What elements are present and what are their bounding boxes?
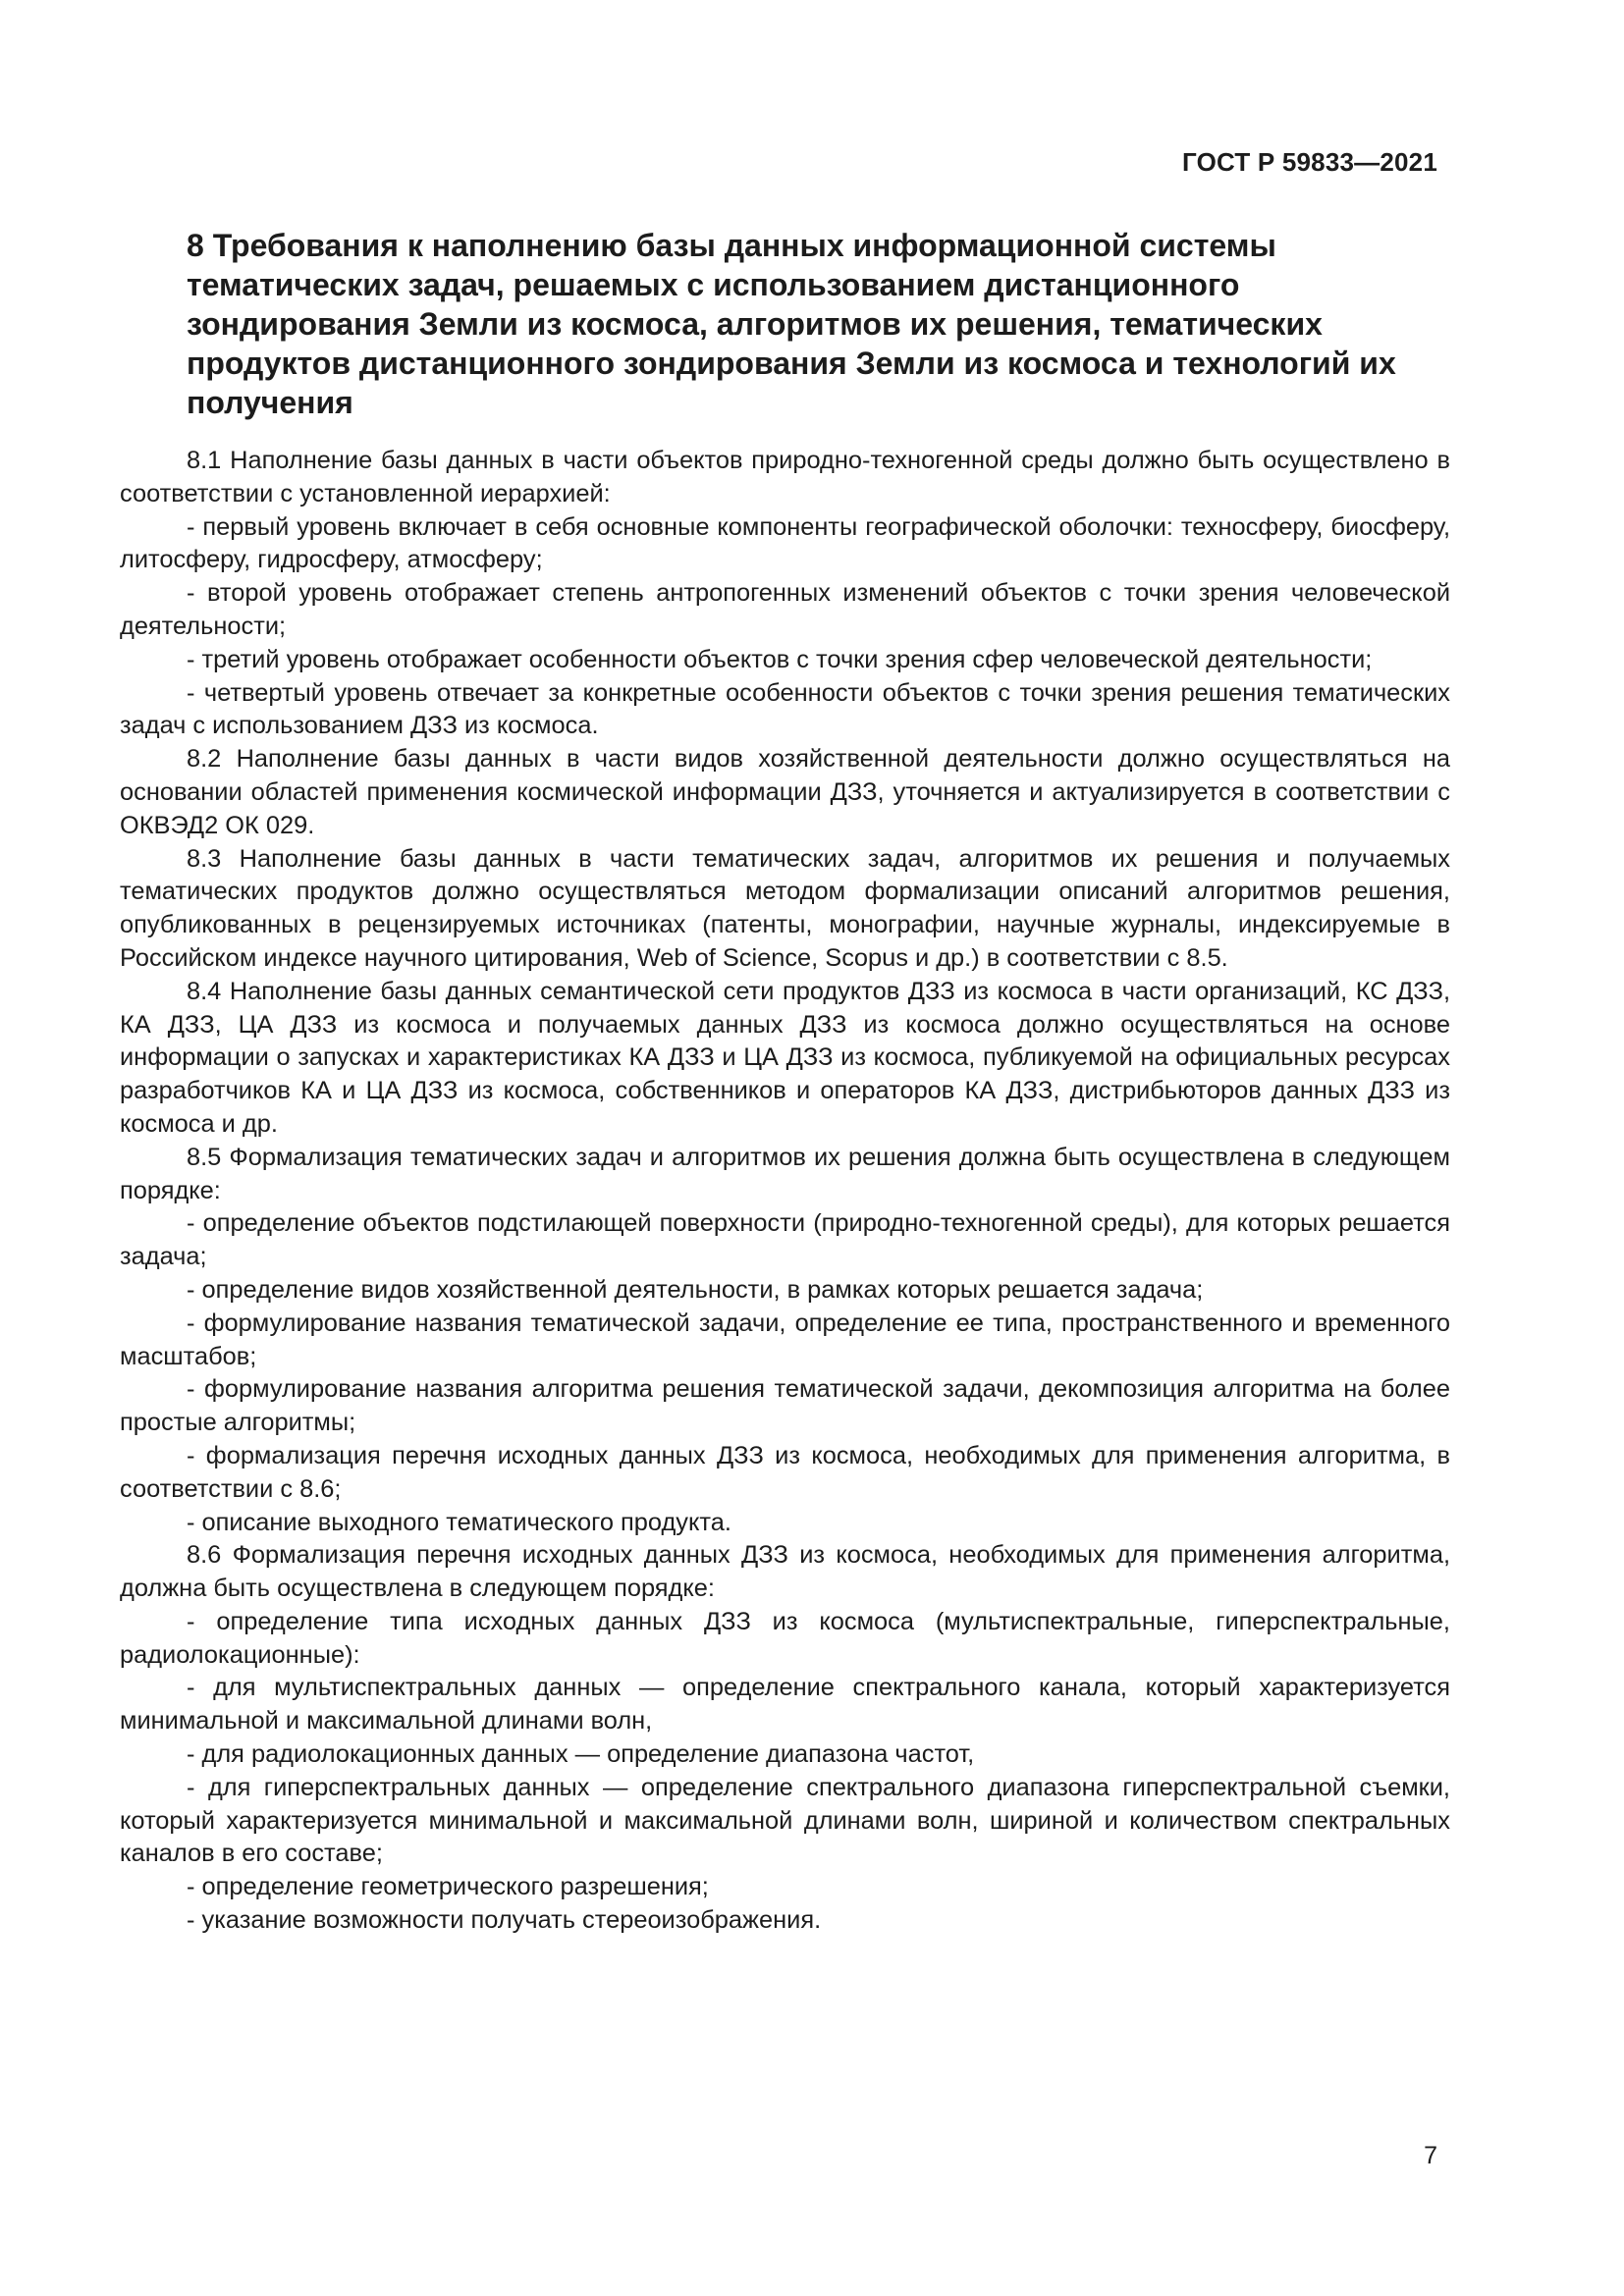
paragraph-8-1: 8.1 Наполнение базы данных в части объектов природно-техногенной среды должно быть осуществлено в соответствии с установленной иерархией: bbox=[120, 447, 1450, 507]
section-heading: 8 Требования к наполнению базы данных информационной системы тематических задач, решаемых с использованием дистанционного зондирования Земли из космоса, алгоритмов их решения, тематических продуктов дистанционного зондирования Земли из космоса и технологий их получения bbox=[187, 228, 1396, 420]
paragraph-8-2: 8.2 Наполнение базы данных в части видов хозяйственной деятельности должно осуществляться на основании областей применения космической информации ДЗЗ, уточняется и актуализируется в соответствии с ОКВЭД2 ОК 029. bbox=[120, 745, 1450, 839]
list-item: - для радиолокационных данных — определение диапазона частот, bbox=[187, 1740, 975, 1769]
list-item: - для гиперспектральных данных — определение спектрального диапазона гиперспектральной съемки, который характеризуется минимальной и максимальной длинами волн, шириной и количеством спектральных каналов в его составе; bbox=[120, 1773, 1450, 1868]
list-item: - описание выходного тематического продукта. bbox=[187, 1508, 731, 1536]
paragraph-8-6: 8.6 Формализация перечня исходных данных ДЗЗ из космоса, необходимых для применения алгоритма, должна быть осуществлена в следующем порядке: bbox=[120, 1541, 1450, 1603]
paragraph-8-5: 8.5 Формализация тематических задач и алгоритмов их решения должна быть осуществлена в следующем порядке: bbox=[120, 1143, 1450, 1204]
list-item: - определение геометрического разрешения; bbox=[187, 1873, 709, 1901]
list-item: - определение видов хозяйственной деятельности, в рамках которых решается задача; bbox=[187, 1275, 1204, 1304]
page-number: 7 bbox=[1424, 2142, 1437, 2169]
list-item: - для мультиспектральных данных — определение спектрального канала, который характеризуется минимальной и максимальной длинами волн, bbox=[120, 1674, 1450, 1735]
paragraph-8-3: 8.3 Наполнение базы данных в части тематических задач, алгоритмов их решения и получаемых тематических продуктов должно осуществляться методом формализации описаний алгоритмов решения, опубликованных в рецензируемых источниках (патенты, монографии, научные журналы, индексируемые в Российском индексе научного цитирования, Web of Science, Scopus и др.) в соответствии с 8.5. bbox=[120, 844, 1450, 972]
list-item: - формулирование названия тематической задачи, определение ее типа, пространственного и временного масштабов; bbox=[120, 1308, 1450, 1370]
paragraph-8-4: 8.4 Наполнение базы данных семантической сети продуктов ДЗЗ из космоса в части организаций, КС ДЗЗ, КА ДЗЗ, ЦА ДЗЗ из космоса и получаемых данных ДЗЗ из космоса должно осуществляться на основе информации о запусках и характеристиках КА ДЗЗ и ЦА ДЗЗ из космоса, публикуемой на официальных ресурсах разработчиков КА и ЦА ДЗЗ из космоса, собственников и операторов КА ДЗЗ, дистрибьюторов данных ДЗЗ из космоса и др. bbox=[120, 977, 1450, 1138]
list-item: - первый уровень включает в себя основные компоненты географической оболочки: техносферу, биосферу, литосферу, гидросферу, атмосферу; bbox=[120, 512, 1450, 574]
document-body bbox=[120, 445, 1450, 1938]
list-item: - четвертый уровень отвечает за конкретные особенности объектов с точки зрения решения тематических задач с использованием ДЗЗ из космоса. bbox=[120, 678, 1450, 740]
list-item: - указание возможности получать стереоизображения. bbox=[187, 1906, 822, 1935]
list-item: - третий уровень отображает особенности объектов с точки зрения сфер человеческой деятельности; bbox=[187, 645, 1373, 673]
list-item: - формализация перечня исходных данных ДЗЗ из космоса, необходимых для применения алгоритма, в соответствии с 8.6; bbox=[120, 1441, 1450, 1503]
list-item: - второй уровень отображает степень антропогенных изменений объектов с точки зрения человеческой деятельности; bbox=[120, 579, 1450, 640]
list-item: - формулирование названия алгоритма решения тематической задачи, декомпозиция алгоритма на более простые алгоритмы; bbox=[120, 1375, 1450, 1437]
list-item: - определение типа исходных данных ДЗЗ из космоса (мультиспектральные, гиперспектральные, радиолокационные): bbox=[120, 1607, 1450, 1669]
document-code: ГОСТ Р 59833—2021 bbox=[1182, 147, 1437, 177]
list-item: - определение объектов подстилающей поверхности (природно-техногенной среды), для которых решается задача; bbox=[120, 1209, 1450, 1271]
